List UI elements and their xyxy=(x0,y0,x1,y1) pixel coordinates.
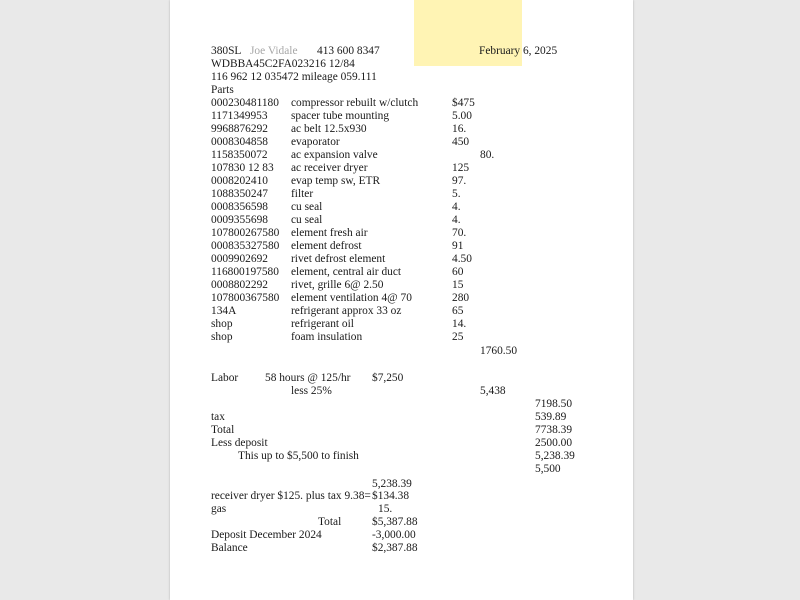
part-price: 15 xyxy=(452,279,464,291)
part-description: refrigerant approx 33 oz xyxy=(291,305,402,317)
part-number: shop xyxy=(211,331,233,343)
part-price: $475 xyxy=(452,97,475,109)
part-price: 125 xyxy=(452,162,470,174)
labor-label: Labor xyxy=(211,372,239,384)
total-label: Total xyxy=(211,424,235,436)
part-description: element ventilation 4@ 70 xyxy=(291,292,412,304)
receiver-dryer-line: receiver dryer $125. plus tax 9.38= xyxy=(211,490,371,502)
cap-amount: 5,500 xyxy=(535,463,561,475)
part-description: compressor rebuilt w/clutch xyxy=(291,97,419,109)
gas-amount: 15. xyxy=(378,503,393,515)
tax-amount: 539.89 xyxy=(535,411,567,423)
deposit-december-amount: -3,000.00 xyxy=(372,529,416,541)
part-price: 5.00 xyxy=(452,110,472,122)
part-number: 107830 12 83 xyxy=(211,162,274,174)
balance-amount: $2,387.88 xyxy=(372,542,418,554)
part-number: 116800197580 xyxy=(211,266,279,278)
receiver-dryer-amount: $134.38 xyxy=(372,490,410,502)
customer-phone: 413 600 8347 xyxy=(317,45,380,57)
less-deposit-label: Less deposit xyxy=(211,437,268,449)
labor-net: 5,438 xyxy=(480,385,506,397)
less-deposit-amount: 2500.00 xyxy=(535,437,573,449)
gas-label: gas xyxy=(211,503,227,515)
tax-label: tax xyxy=(211,411,225,423)
part-price: 280 xyxy=(452,292,470,304)
part-price: 65 xyxy=(452,305,464,317)
invoice-page xyxy=(170,0,633,600)
part-description: evaporator xyxy=(291,136,340,148)
part-description: spacer tube mounting xyxy=(291,110,390,122)
part-number: 134A xyxy=(211,305,237,317)
part-price: 60 xyxy=(452,266,464,278)
invoice-date: February 6, 2025 xyxy=(479,45,558,57)
final-total-label: Total xyxy=(318,516,342,528)
subtotal: 7198.50 xyxy=(535,398,573,410)
balance-label: Balance xyxy=(211,542,248,554)
part-description: ac expansion valve xyxy=(291,149,378,161)
part-description: rivet defrost element xyxy=(291,253,386,265)
part-description: ac receiver dryer xyxy=(291,162,368,174)
part-price: 80. xyxy=(480,149,495,161)
remaining-amount: 5,238.39 xyxy=(535,450,575,462)
part-number: 1171349953 xyxy=(211,110,268,122)
part-number: 0008802292 xyxy=(211,279,268,291)
part-description: cu seal xyxy=(291,214,323,226)
model: 380SL xyxy=(211,45,242,57)
part-price: 5. xyxy=(452,188,461,200)
deposit-december-label: Deposit December 2024 xyxy=(211,529,322,541)
labor-discount: less 25% xyxy=(291,385,332,397)
parts-heading: Parts xyxy=(211,84,234,96)
part-price: 450 xyxy=(452,136,470,148)
part-number: 0009902692 xyxy=(211,253,268,265)
part-number: 0008356598 xyxy=(211,201,268,213)
part-number: 000835327580 xyxy=(211,240,280,252)
final-total-amount: $5,387.88 xyxy=(372,516,418,528)
customer-name: Joe Vidale xyxy=(250,45,298,57)
part-price: 4.50 xyxy=(452,253,472,265)
part-price: 4. xyxy=(452,214,461,226)
part-description: refrigerant oil xyxy=(291,318,354,330)
part-price: 16. xyxy=(452,123,467,135)
labor-amount: $7,250 xyxy=(372,372,404,384)
part-price: 97. xyxy=(452,175,467,187)
part-number: 000230481180 xyxy=(211,97,279,109)
part-number: 107800267580 xyxy=(211,227,280,239)
part-number: 107800367580 xyxy=(211,292,280,304)
part-description: cu seal xyxy=(291,201,323,213)
part-description: element fresh air xyxy=(291,227,368,239)
part-number: 1088350247 xyxy=(211,188,268,200)
part-price: 4. xyxy=(452,201,461,213)
part-number: 0009355698 xyxy=(211,214,268,226)
part-description: element, central air duct xyxy=(291,266,402,278)
part-description: rivet, grille 6@ 2.50 xyxy=(291,279,384,291)
part-price: 91 xyxy=(452,240,464,252)
part-description: filter xyxy=(291,188,314,200)
labor-hours: 58 hours @ 125/hr xyxy=(265,372,351,384)
part-description: foam insulation xyxy=(291,331,363,343)
part-number: 9968876292 xyxy=(211,123,268,135)
finish-note: This up to $5,500 to finish xyxy=(238,450,359,462)
part-number: 0008202410 xyxy=(211,175,268,187)
part-number: 1158350072 xyxy=(211,149,268,161)
part-description: evap temp sw, ETR xyxy=(291,175,381,187)
vin-line: WDBBA45C2FA023216 12/84 xyxy=(211,58,355,70)
engine-line: 116 962 12 035472 mileage 059.111 xyxy=(211,71,377,83)
parts-total: 1760.50 xyxy=(480,345,518,357)
carry-amount: 5,238.39 xyxy=(372,478,412,490)
part-number: 0008304858 xyxy=(211,136,268,148)
part-description: ac belt 12.5x930 xyxy=(291,123,367,135)
total-amount: 7738.39 xyxy=(535,424,573,436)
part-price: 25 xyxy=(452,331,464,343)
part-price: 70. xyxy=(452,227,467,239)
part-number: shop xyxy=(211,318,233,330)
part-description: element defrost xyxy=(291,240,362,252)
part-price: 14. xyxy=(452,318,467,330)
